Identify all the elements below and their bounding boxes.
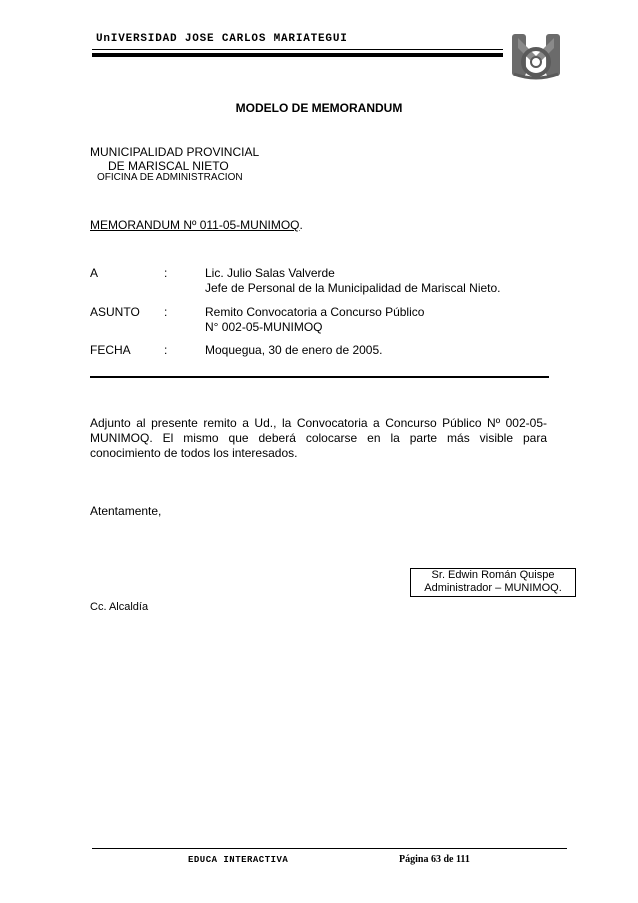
header-rule-thin xyxy=(92,49,503,50)
field-a-value-1: Lic. Julio Salas Valverde xyxy=(205,266,335,280)
field-a-label: A xyxy=(90,266,99,280)
memo-number xyxy=(90,218,303,232)
header-rule-thick xyxy=(92,53,503,57)
field-fecha-colon: : xyxy=(164,343,168,357)
sender-line-1: MUNICIPALIDAD PROVINCIAL xyxy=(90,145,260,159)
field-a-colon: : xyxy=(164,266,168,280)
closing: Atentamente, xyxy=(90,504,162,518)
university-header: UnIVERSIDAD JOSE CARLOS MARIATEGUI xyxy=(96,33,348,45)
sender-line-3: OFICINA DE ADMINISTRACION xyxy=(97,172,243,183)
signature-role: Administrador – MUNIMOQ. xyxy=(424,582,562,594)
field-fecha-label: FECHA xyxy=(90,343,131,357)
sender-line-2: DE MARISCAL NIETO xyxy=(108,159,229,173)
memo-number-suffix: . xyxy=(299,218,303,232)
field-asunto-value-2: N° 002-05-MUNIMOQ xyxy=(205,320,323,334)
body-paragraph: Adjunto al presente remito a Ud., la Convocatoria a Concurso Público Nº 002-05-MUNIMOQ. El mismo que deberá colocarse en la parte más visible para conocimiento de todos los interesados. xyxy=(90,416,547,460)
cc-line: Cc. Alcaldía xyxy=(90,601,149,613)
field-a-value-2: Jefe de Personal de la Municipalidad de Mariscal Nieto. xyxy=(205,281,501,295)
footer-left: EDUCA INTERACTIVA xyxy=(188,855,289,865)
memo-number-text: MEMORANDUM Nº 011-05-MUNIMOQ xyxy=(90,218,300,232)
field-asunto-label: ASUNTO xyxy=(90,305,140,319)
field-asunto-colon: : xyxy=(164,305,168,319)
university-logo xyxy=(508,28,564,82)
footer-rule xyxy=(92,848,567,849)
section-divider xyxy=(90,376,549,378)
document-title: MODELO DE MEMORANDUM xyxy=(235,101,403,115)
signature-name: Sr. Edwin Román Quispe xyxy=(431,569,555,581)
page-number: Página 63 de 111 xyxy=(399,854,470,865)
field-asunto-value-1: Remito Convocatoria a Concurso Público xyxy=(205,305,425,319)
field-fecha-value: Moquegua, 30 de enero de 2005. xyxy=(205,343,383,357)
signature-box xyxy=(410,568,576,597)
